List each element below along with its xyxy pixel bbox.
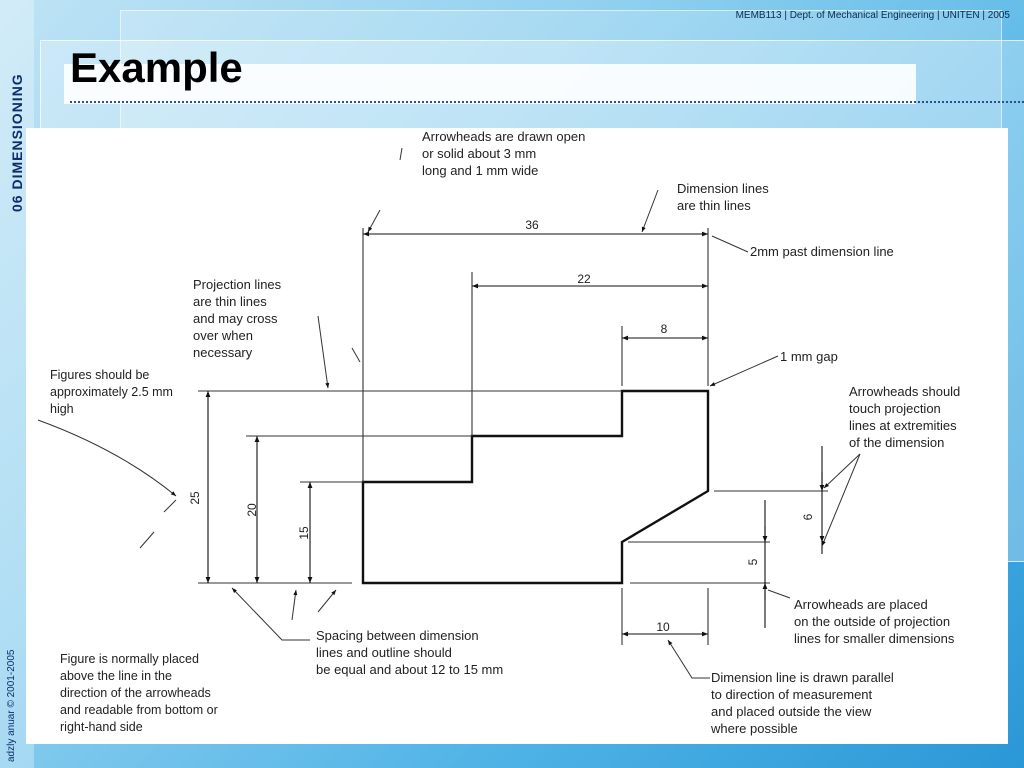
title-divider: [70, 101, 1024, 103]
note-parallel: Dimension line is drawn parallel to direction of measurement and placed outside the view where possible: [711, 670, 894, 736]
note-figure-placed: Figure is normally placed above the line in the direction of the arrowheads and readable from bottom or right-hand side: [60, 652, 218, 734]
dim-22: 22: [577, 272, 591, 286]
dimension-lines: [208, 234, 822, 634]
dim-36: 36: [525, 218, 539, 232]
slide-title: Example: [70, 44, 243, 91]
leader-lines: [38, 148, 860, 678]
note-dimension-lines: Dimension lines are thin lines: [677, 181, 769, 213]
dim-5: 5: [746, 558, 760, 566]
note-past-line: 2mm past dimension line: [750, 244, 894, 259]
section-label: 06 DIMENSIONING: [9, 73, 25, 212]
dim-20: 20: [245, 503, 259, 517]
copyright-label: adzly anuar © 2001-2005: [6, 649, 17, 762]
dim-25: 25: [188, 491, 202, 505]
dim-6: 6: [801, 513, 815, 521]
part-outline: [363, 391, 708, 583]
note-arrowheads-drawn: Arrowheads are drawn open or solid about 3 mm long and 1 mm wide: [422, 129, 586, 178]
diagram-panel: [26, 128, 1008, 744]
note-projection-lines: Projection lines are thin lines and may cross over when necessary: [193, 277, 282, 360]
note-arrowheads-outside: Arrowheads are placed on the outside of projection lines for smaller dimensions: [794, 597, 955, 646]
note-arrowheads-touch: Arrowheads should touch projection lines at extremities of the dimension: [849, 384, 961, 450]
dimensioning-diagram: [26, 128, 1008, 744]
dim-8: 8: [660, 322, 668, 336]
course-header: MEMB113 | Dept. of Mechanical Engineering | UNITEN | 2005: [735, 10, 1010, 21]
dim-10: 10: [656, 620, 670, 634]
note-spacing: Spacing between dimension lines and outline should be equal and about 12 to 15 mm: [316, 628, 504, 677]
note-figures-size: Figures should be approximately 2.5 mm high: [50, 368, 173, 416]
dim-15: 15: [297, 526, 311, 540]
note-gap: 1 mm gap: [780, 349, 838, 364]
